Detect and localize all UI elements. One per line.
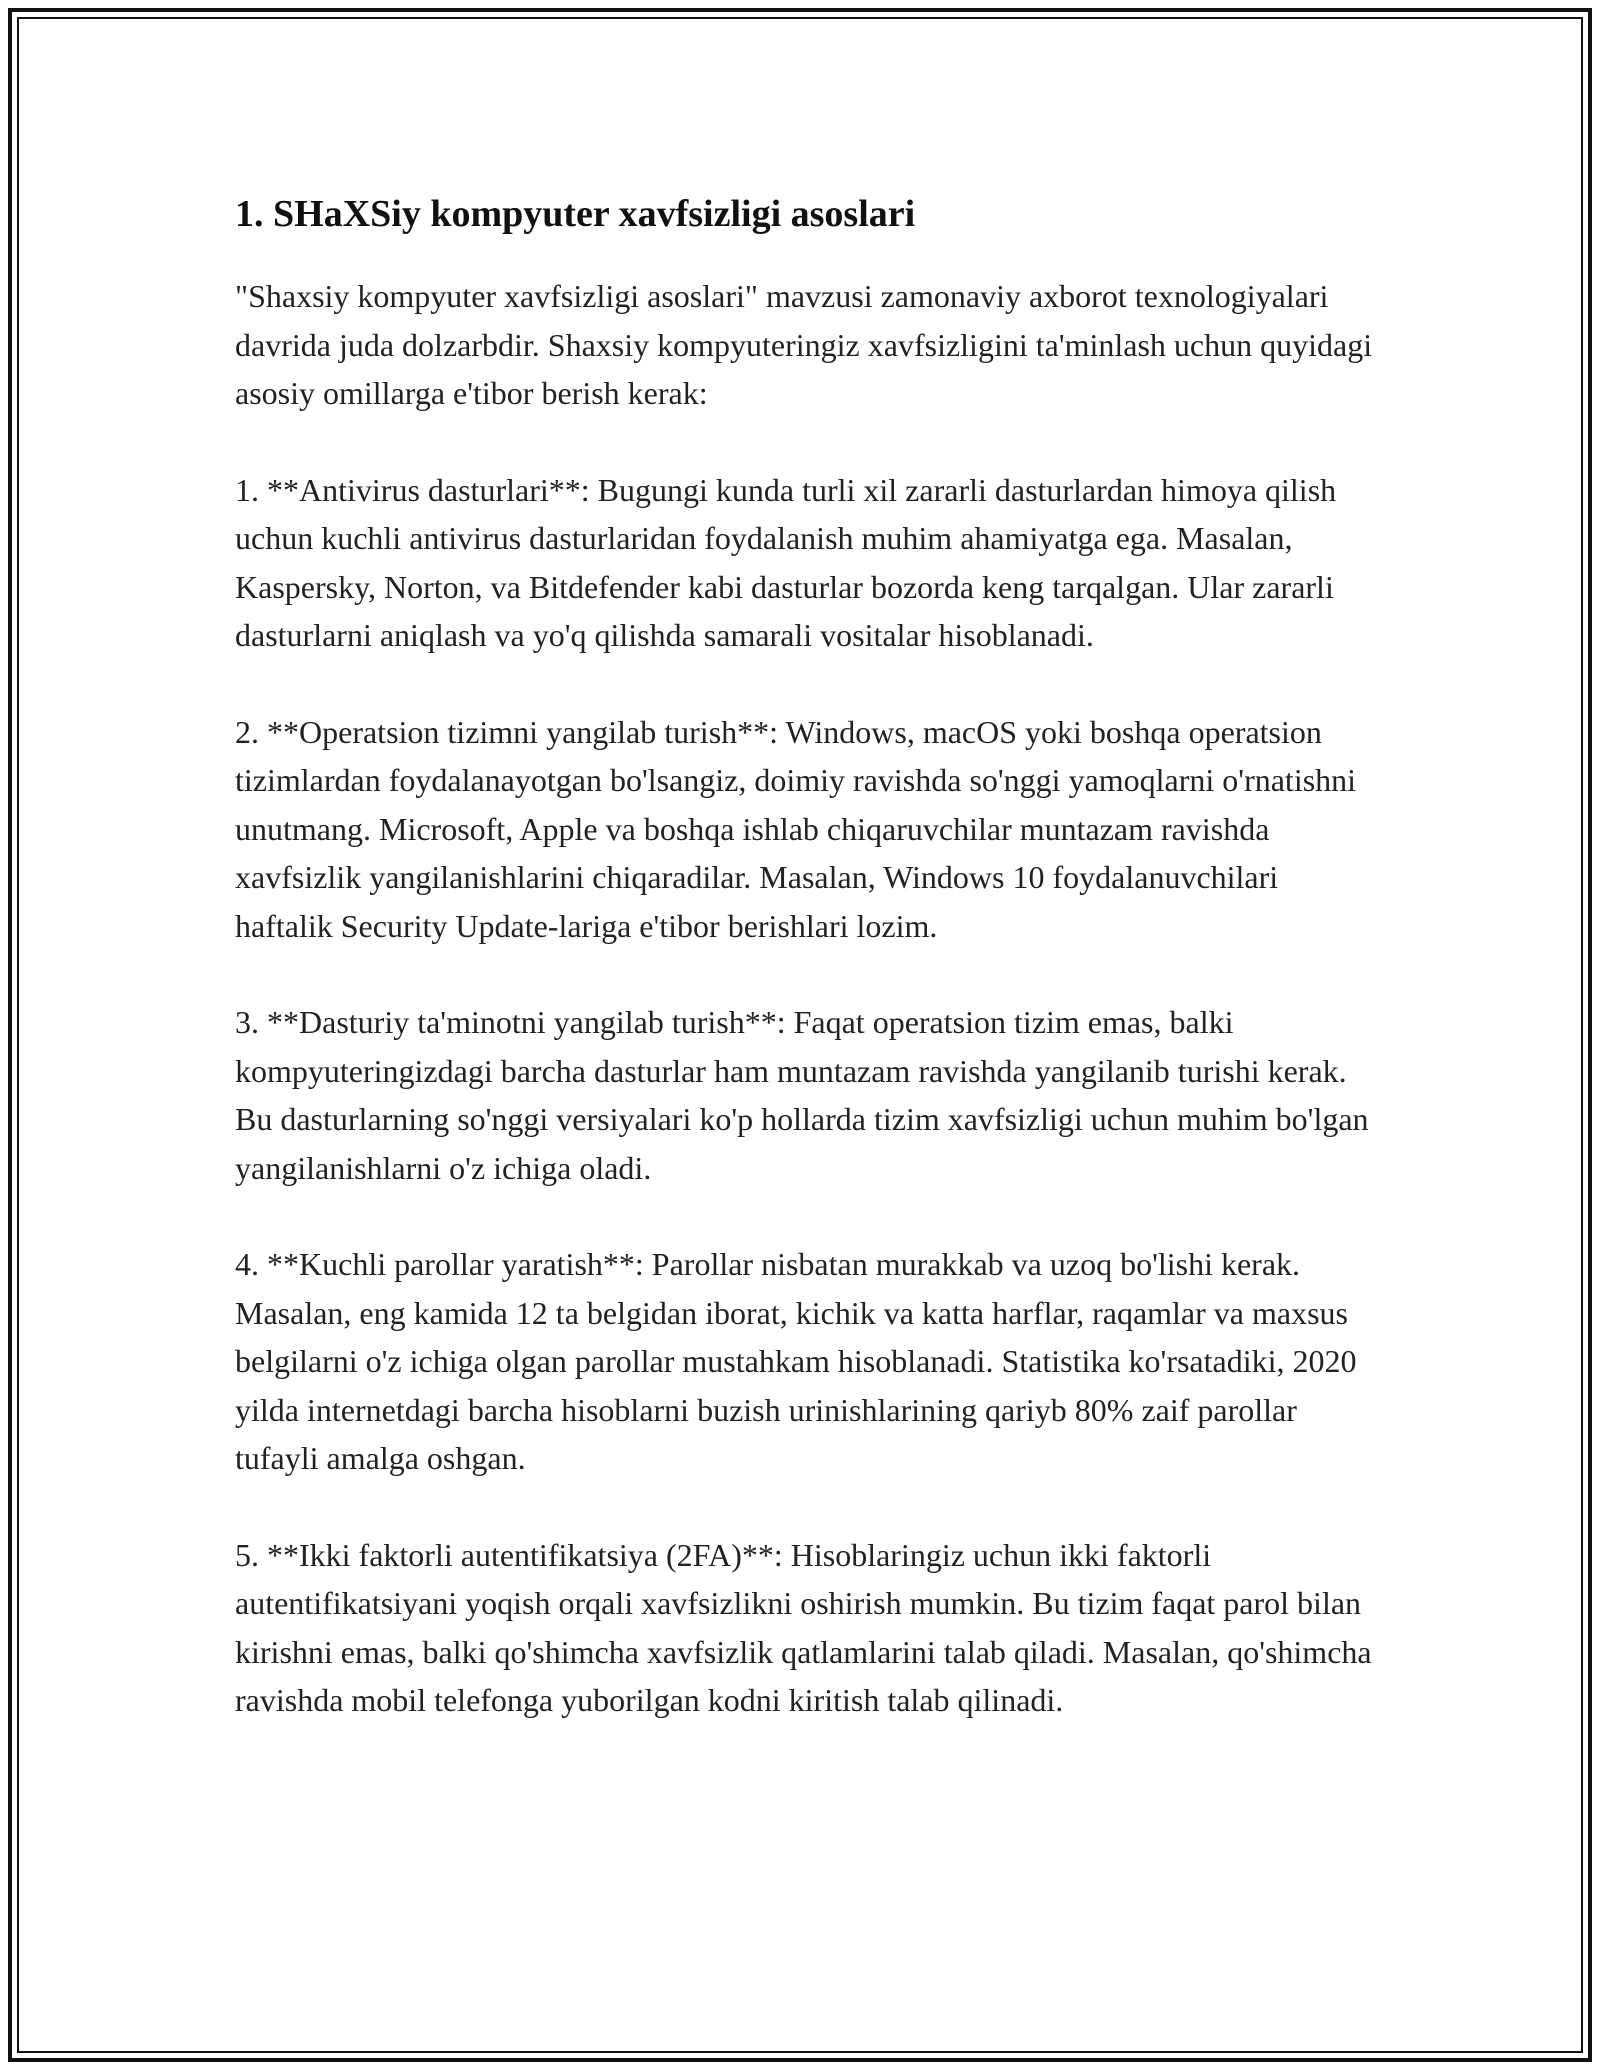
intro-paragraph: "Shaxsiy kompyuter xavfsizligi asoslari" mavzusi zamonaviy axborot texnologiyalari davrida juda dolzarbdir. Shaxsiy kompyuteringiz xavfsizligini ta'minlash uchun quyidagi asosiy omillarga e'tibor berish kerak: [235,278,1373,411]
paragraph-strong-passwords: 4. **Kuchli parollar yaratish**: Parollar nisbatan murakkab va uzoq bo'lishi kerak. Masalan, eng kamida 12 ta belgidan iborat, kichik va katta harflar, raqamlar va maxsus belgilarni o'z ichiga olgan parollar mustahkam hisoblanadi. Statistika ko'rsatadiki, 2020 yilda internetdagi barcha hisoblarni buzish urinishlarining qariyb 80% zaif parollar tufayli amalga oshgan. [235,1246,1357,1476]
paragraph-two-factor-auth: 5. **Ikki faktorli autentifikatsiya (2FA)**: Hisoblaringiz uchun ikki faktorli autentifikatsiyani yoqish orqali xavfsizlikni oshirish mumkin. Bu tizim faqat parol bilan kirishni emas, balki qo'shimcha xavfsizlik qatlamlarini talab qiladi. Masalan, qo'shimcha ravishda mobil telefonga yuborilgan kodni kiritish talab qilinadi. [235,1536,1372,1718]
paragraph-antivirus: 1. **Antivirus dasturlari**: Bugungi kunda turli xil zararli dasturlardan himoya qilish uchun kuchli antivirus dasturlaridan foydalanish muhim ahamiyatga ega. Masalan, Kaspersky, Norton, va Bitdefender kabi dasturlar bozorda keng tarqalgan. Ular zararli dasturlarni aniqlash va yo'q qilishda samarali vositalar hisoblanadi. [235,471,1337,653]
paragraph-software-updates: 3. **Dasturiy ta'minotni yangilab turish**: Faqat operatsion tizim emas, balki kompyuteringizdagi barcha dasturlar ham muntazam ravishda yangilanib turishi kerak. Bu dasturlarning so'nggi versiyalari ko'p hollarda tizim xavfsizligi uchun muhim bo'lgan yangilanishlarni o'z ichiga oladi. [235,1004,1369,1186]
document-body [235,186,1375,1773]
paragraph-os-updates: 2. **Operatsion tizimni yangilab turish**: Windows, macOS yoki boshqa operatsion tizimlardan foydalanayotgan bo'lsangiz, doimiy ravishda so'nggi yamoqlarni o'rnatishni unutmang. Microsoft, Apple va boshqa ishlab chiqaruvchilar muntazam ravishda xavfsizlik yangilanishlarini chiqaradilar. Masalan, Windows 10 foydalanuvchilari haftalik Security Update-lariga e'tibor berishlari lozim. [235,713,1357,944]
document-title: 1. SHaXSiy kompyuter xavfsizligi asoslari [235,193,916,235]
